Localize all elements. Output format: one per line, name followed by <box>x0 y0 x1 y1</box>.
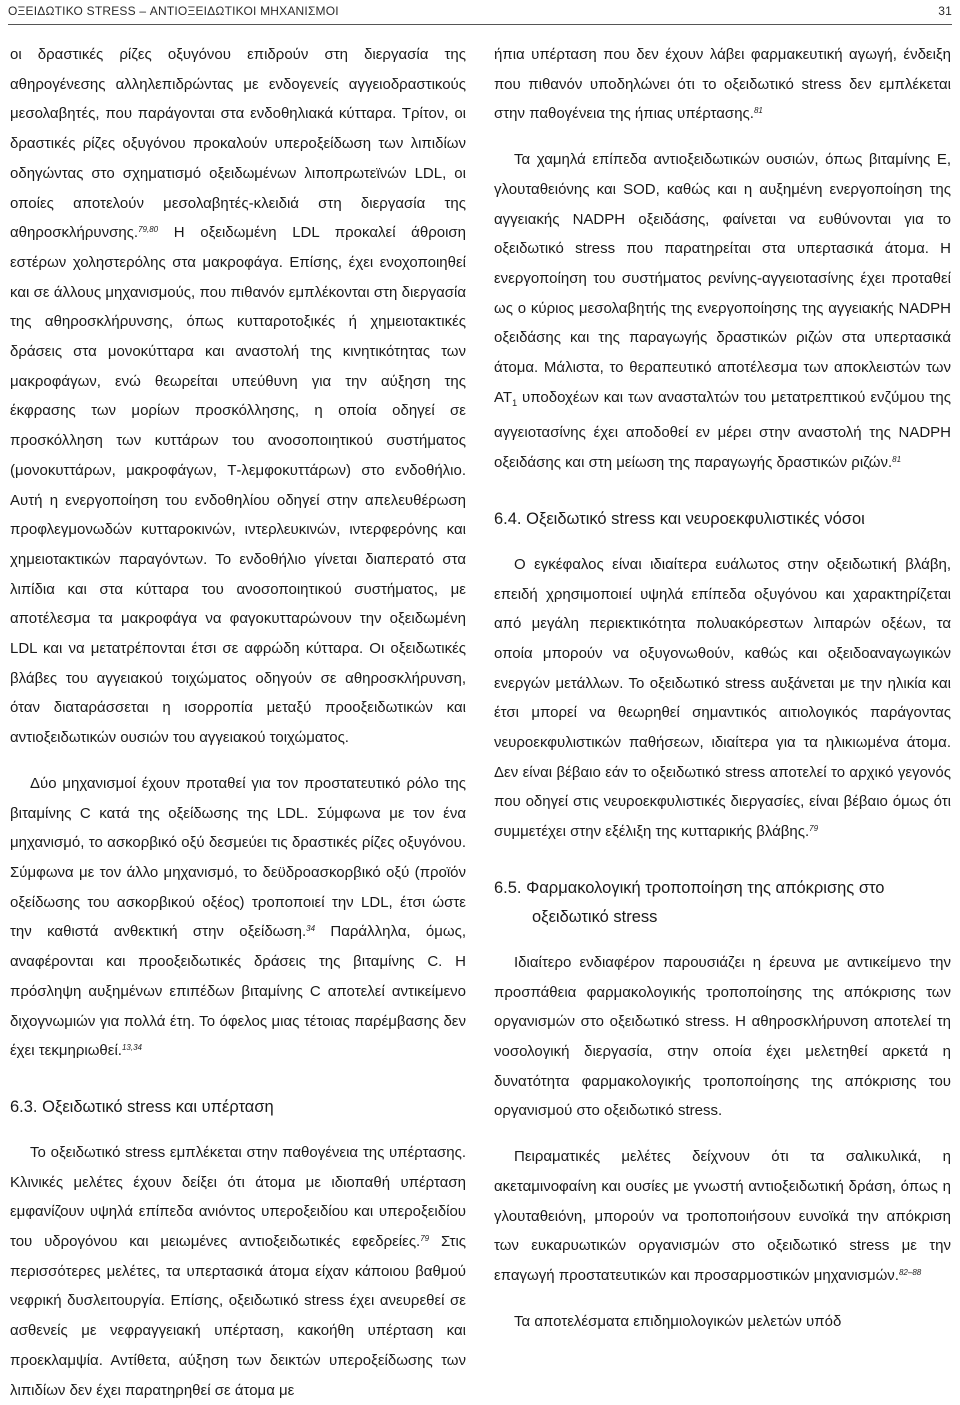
running-title: ΟΞΕΙΔΩΤΙΚΟ STRESS – ΑΝΤΙΟΞΕΙΔΩΤΙΚΟΙ ΜΗΧΑΝΙΣΜΟΙ <box>8 4 339 18</box>
right-column <box>494 40 951 1336</box>
paragraph: Ο εγκέφαλος είναι ιδιαίτερα ευάλωτος στην οξειδωτική βλάβη, επειδή χρησιμοποιεί υψηλά επίπεδα οξυγόνου και χαρακτηρίζεται από μεγάλη περιεκτικότητα πολυακόρεστων λιπαρών οξέων, τα οποία μπορούν να οξυγονωθούν, καθώς και οξειδοαναγωγικών ενεργών μετάλλων. Το οξειδωτικό stress αυξάνεται με την ηλικία και έτσι μπορεί να θεωρηθεί σημαντικός αιτιολογικός παράγοντας νευροεκφυλιστικών παθήσεων, ιδιαίτερα για τα ηλικιωμένα άτομα. Δεν είναι βέβαιο εάν το οξειδωτικό stress αποτελεί το αρχικό γεγονός που οδηγεί στις νευροεκφυλιστικές διεργασίες, είναι βέβαιο όμως ότι συμμετέχει στην εξέλιξη της κυτταρικής βλάβης.$^{79}$ <box>494 555 951 841</box>
paragraph: Ιδιαίτερο ενδιαφέρον παρουσιάζει η έρευνα με αντικείμενο την προσπάθεια φαρμακολογικής τροποποίησης της απόκρισης των οργανισμών στο οξειδωτικό stress. Η αθηροσκλήρυνση αποτελεί τη νοσολογική διεργασία, στην οποία έχει μελετηθεί αρκετά η δυνατότητα φαρμακολογικής τροποποίησης της απόκρισης του οργανισμού στο οξειδωτικό stress. <box>494 953 951 1120</box>
citation: 13,34 <box>121 1043 142 1053</box>
left-column <box>10 40 466 1405</box>
citation: 34 <box>306 924 316 934</box>
paragraph: Πειραματικές μελέτες δείχνουν ότι τα σαλικυλικά, η ακεταμινοφαίνη και ουσίες με γνωστή αντιοξειδωτική δράση, όπως η γλουταθειόνη, μπορούν να τροποποιήσουν ευνοϊκά την απόκριση των ευκαρυωτικών οργανισμών στο οξειδωτικό stress με την επαγωγή προστατευτικών και προσαρμοστικών μηχανισμών.$^{82-88}$ <box>494 1148 951 1284</box>
section-heading: 6.3. Οξειδωτικό stress και υπέρταση <box>10 1097 274 1116</box>
paragraph: οι δραστικές ρίζες οξυγόνου επιδρούν στη διεργασία της αθηρογένεσης αλληλεπιδρώντας με ενδογενείς αγγειοδραστικούς μεσολαβητές, που παράγονται στα ενδοθηλιακά κύτταρα. Τρίτον, οι δραστικές ρίζες οξυγόνου προκαλούν υπεροξείδωση των λιπιδίων οδηγώντας στο σχηματισμό οξειδωμένων λιποπρωτεϊνών LDL, οι οποίες αποτελούν μεσολαβητές-κλειδιά στη διεργασία της αθηροσκλήρυνσης.$^{79,80}$ Η οξειδωμένη LDL προκαλεί άθροιση εστέρων χοληστερόλης στα μακροφάγα. Επίσης, έχει ενοχοποιηθεί και σε άλλους μηχανισμούς, που πιθανόν εμπλέκονται στη διεργασία της αθηροσκλήρυνσης, όπως κυτταροτοξικές ή χημειοτακτικές δράσεις στα μονοκύτταρα και αναστολή της κινητικότητας των μακροφάγων, ενώ θεωρείται υπεύθυνη για την αύξηση της έκφρασης των μορίων προσκόλλησης, η οποία οδηγεί σε προσκόλληση των κυττάρων του ανοσοποιητικού συστήματος (μονοκυττάρων, μακροφάγων, Τ-λεμφοκυττάρων) στο ενδοθήλιο. Αυτή η ενεργοποίηση του ενδοθηλίου οδηγεί στην απελευθέρωση προφλεγμονωδών κυτταροκινών, ιντερλευκινών, ιντερφερόνης και χημειοτακτικών παραγόντων. Το ενδοθήλιο γίνεται διαπερατό στα λιπίδια και στα κύτταρα του ανοσοποιητικού συστήματος, με αποτέλεσμα τα μακροφάγα να φαγοκυτταρώνουν την οξειδωμένη LDL και να μετατρέπονται έτσι σε αφρώδη κύτταρα. Οι οξειδωτικές βλάβες του αγγειακού τοιχώματος οδηγούν σε αθηροσκλήρυνση, όταν διαταράσσεται η ισορροπία μεταξύ προοξειδωτικών και αντιοξειδωτικών ουσιών του αγγειακού τοιχώματος. <box>10 46 466 747</box>
citation: 79,80 <box>138 225 159 235</box>
paragraph: Τα χαμηλά επίπεδα αντιοξειδωτικών ουσιών, όπως βιταμίνης Ε, γλουταθειόνης και SOD, καθώς και η αυξημένη ενεργοποίηση της αγγειακής NADPH οξειδάσης, φαίνεται να ευθύνονται για το οξειδωτικό stress που παρατηρείται στα υπερτασικά άτομα. Η ενεργοποίηση του συστήματος ρενίνης-αγγειοτασίνης έχει προταθεί ως ο κύριος μεσολαβητής της ενεργοποίησης της αγγειακής NADPH οξειδάσης και της παραγωγής δραστικών ριζών στα υπερτασικά άτομα. Μάλιστα, το θεραπευτικό αποτέλεσμα των αποκλειστών των $AT_1$ υποδοχέων και των ανασταλτών του μετατρεπτικού ενζύμου της αγγειοτασίνης έχει αποδοθεί εν μέρει στην αναστολή της NADPH οξειδάσης και στη μείωση της παραγωγής δραστικών ριζών.$^{81}$ <box>494 151 951 472</box>
citation: 81 <box>753 106 763 116</box>
running-header <box>8 0 952 22</box>
header-rule <box>8 24 952 25</box>
section-heading: 6.4. Οξειδωτικό stress και νευροεκφυλιστικές νόσοι <box>494 509 865 528</box>
citation: 79 <box>809 824 819 834</box>
paragraph: Δύο μηχανισμοί έχουν προταθεί για τον προστατευτικό ρόλο της βιταμίνης C κατά της οξείδωσης της LDL. Σύμφωνα με τον ένα μηχανισμό, το ασκορβικό οξύ δεσμεύει τις δραστικές ρίζες οξυγόνου. Σύμφωνα με τον άλλο μηχανισμό, το δεϋδροασκορβικό οξύ (προϊόν οξείδωσης του ασκορβικού οξέος) τροποποιεί την LDL, έτσι ώστε την καθιστά ανθεκτική στην οξείδωση.$^{34}$ Παράλληλα, όμως, αναφέρονται και προοξειδωτικές δράσεις της βιταμίνης C. Η πρόσληψη αυξημένων επιπέδων βιταμίνης C αποτελεί αντικείμενο διχογνωμιών για πολλά έτη. Το όφελος μιας τέτοιας παρέμβασης δεν έχει τεκμηριωθεί.$^{13,34}$ <box>10 774 466 1060</box>
subscript: 1 <box>512 397 518 408</box>
section-heading: 6.5. Φαρμακολογική τροποποίηση της απόκρισης στο οξειδωτικό stress <box>494 878 885 926</box>
page-number: 31 <box>938 4 952 18</box>
citation: 82–88 <box>898 1267 922 1277</box>
paragraph: Τα αποτελέσματα επιδημιολογικών μελετών υπόδ <box>514 1312 842 1330</box>
paragraph: Το οξειδωτικό stress εμπλέκεται στην παθογένεια της υπέρτασης. Κλινικές μελέτες έχουν δείξει ότι άτομα με ιδιοπαθή υπέρταση εμφανίζουν υψηλά επίπεδα ανιόντος υπεροξειδίου και υπεροξειδίου του υδρογόνου και μειωμένες αντιοξειδωτικές εφεδρείες.$^{79}$ Στις περισσότερες μελέτες, τα υπερτασικά άτομα είχαν κάποιου βαθμού νεφρική δυσλειτουργία. Επίσης, οξειδωτικό stress έχει ανευρεθεί σε ασθενείς με νεφραγγειακή υπέρταση, κακοήθη υπέρταση και προεκλαμψία. Αντίθετα, αύξηση των δεικτών υπεροξείδωσης των λιπιδίων δεν έχει παρατηρηθεί σε άτομα με <box>10 1143 467 1399</box>
citation: 79 <box>420 1234 430 1244</box>
citation: 81 <box>892 455 902 465</box>
paragraph: ήπια υπέρταση που δεν έχουν λάβει φαρμακευτική αγωγή, ένδειξη που πιθανόν υποδηλώνει ότι το οξειδωτικό stress δεν εμπλέκεται στην παθογένεια της ήπιας υπέρτασης.$^{81}$ <box>494 46 951 123</box>
